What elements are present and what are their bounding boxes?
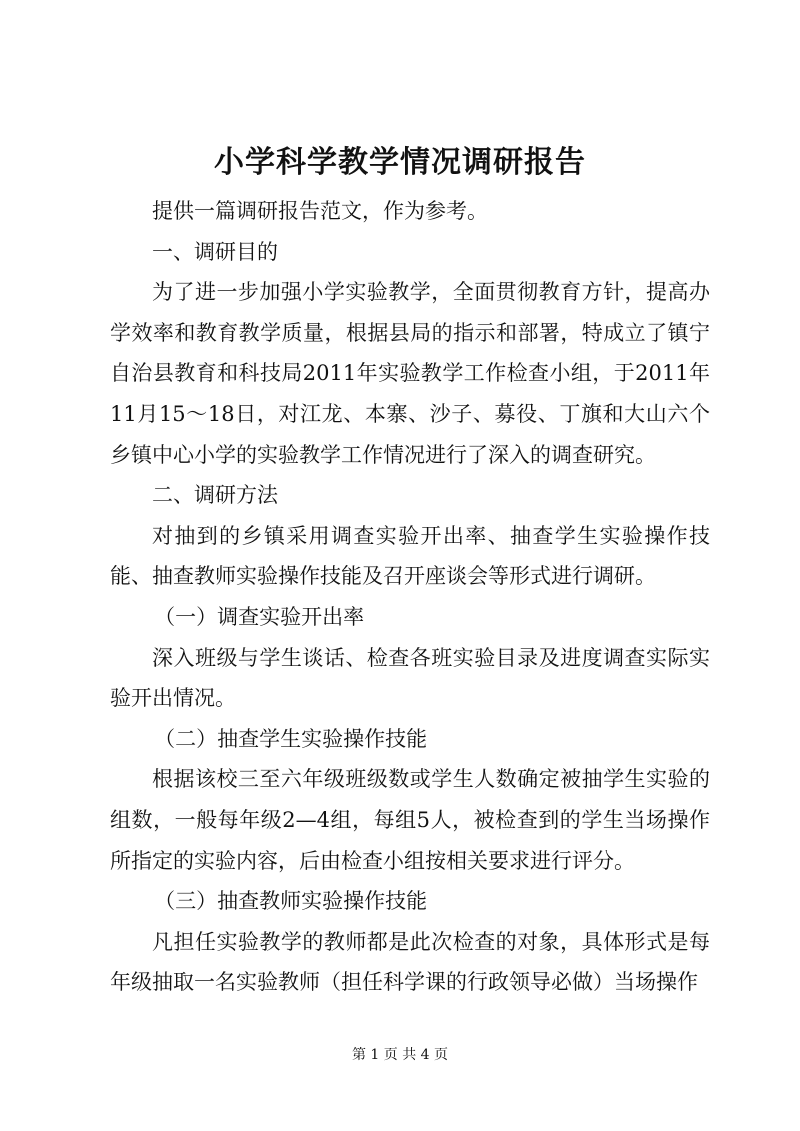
method-paragraph: 对抽到的乡镇采用调查实验开出率、抽查学生实验操作技能、抽查教师实验操作技能及召开座谈会等形式进行调研。 bbox=[110, 523, 710, 589]
teacher-skills-paragraph: 凡担任实验教学的教师都是此次检查的对象，具体形式是每年级抽取一名实验教师（担任科学课的行政领导必做）当场操作 bbox=[110, 929, 710, 995]
experiment-rate-paragraph: 深入班级与学生谈话、检查各班实验目录及进度调查实际实验开出情况。 bbox=[110, 645, 710, 711]
subheading-teacher-skills: （三）抽查教师实验操作技能 bbox=[154, 889, 428, 914]
document-body bbox=[110, 191, 710, 1003]
student-skills-paragraph: 根据该校三至六年级班级数或学生人数确定被抽学生实验的组数，一般每年级2—4组，每组5人，被检查到的学生当场操作所指定的实验内容，后由检查小组按相关要求进行评分。 bbox=[110, 767, 710, 873]
page-number-footer: 第 1 页 共 4 页 bbox=[351, 1047, 449, 1063]
subheading-experiment-rate: （一）调查实验开出率 bbox=[154, 604, 365, 629]
intro-paragraph: 提供一篇调研报告范文，作为参考。 bbox=[152, 199, 488, 223]
document-title: 小学科学教学情况调研报告 bbox=[214, 145, 586, 180]
subheading-student-skills: （二）抽查学生实验操作技能 bbox=[154, 726, 428, 751]
section-heading-method: 二、调研方法 bbox=[152, 483, 278, 508]
purpose-paragraph: 为了进一步加强小学实验教学，全面贯彻教育方针，提高办学效率和教育教学质量，根据县局的指示和部署，特成立了镇宁自治县教育和科技局2011年实验教学工作检查小组，于2011年11月15～18日，对江龙、本寨、沙子、募役、丁旗和大山六个乡镇中心小学的实验教学工作情况进行了深入的调查研究。 bbox=[110, 280, 710, 467]
section-heading-purpose: 一、调研目的 bbox=[152, 239, 278, 264]
